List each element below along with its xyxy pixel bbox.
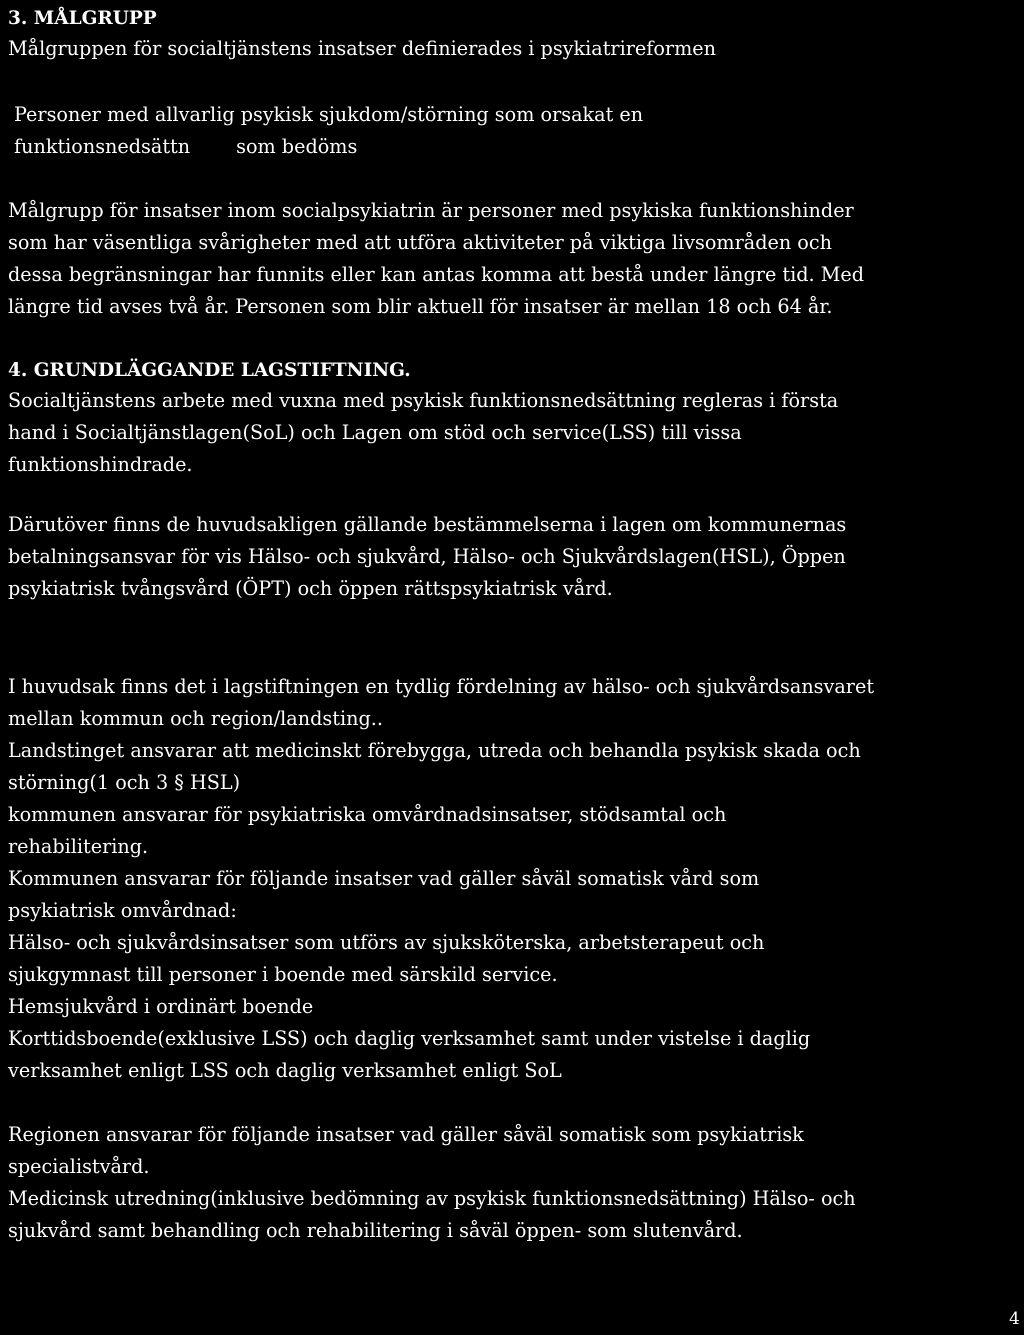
- paragraph-line: kommunen ansvarar för psykiatriska omvårdnadsinsatser, stödsamtal och: [8, 803, 727, 826]
- paragraph-line: Kommunen ansvarar för följande insatser vad gäller såväl somatisk vård som: [8, 867, 760, 890]
- paragraph-line: Socialtjänstens arbete med vuxna med psykisk funktionsnedsättning regleras i första: [8, 389, 839, 412]
- paragraph-line: I huvudsak finns det i lagstiftningen en tydlig fördelning av hälso- och sjukvårdsansvaret: [8, 675, 875, 698]
- paragraph-line: störning(1 och 3 § HSL): [8, 771, 241, 794]
- paragraph-line: psykiatrisk omvårdnad:: [8, 899, 237, 922]
- paragraph-line: psykiatrisk tvångsvård (ÖPT) och öppen rättspsykiatrisk vård.: [8, 577, 613, 600]
- quote-line: [14, 130, 357, 163]
- paragraph-line: specialistvård.: [8, 1155, 150, 1178]
- paragraph-line: längre tid avses två år. Personen som blir aktuell för insatser är mellan 18 och 64 år.: [8, 295, 833, 318]
- paragraph-line: sjukgymnast till personer i boende med särskild service.: [8, 963, 558, 986]
- paragraph-line: Hemsjukvård i ordinärt boende: [8, 995, 314, 1018]
- paragraph-line: Regionen ansvarar för följande insatser vad gäller såväl somatisk som psykiatrisk: [8, 1123, 804, 1146]
- paragraph-line: betalningsansvar för vis Hälso- och sjukvård, Hälso- och Sjukvårdslagen(HSL), Öppen: [8, 545, 846, 568]
- page-number: 4: [1009, 1309, 1020, 1329]
- section-3-heading: 3. MÅLGRUPP: [8, 8, 157, 29]
- paragraph-line: dessa begränsningar har funnits eller kan antas komma att bestå under längre tid. Med: [8, 263, 865, 286]
- paragraph-line: Landstinget ansvarar att medicinskt förebygga, utreda och behandla psykisk skada och: [8, 739, 861, 762]
- paragraph-line: Medicinsk utredning(inklusive bedömning av psykisk funktionsnedsättning) Hälso- och: [8, 1187, 856, 1210]
- paragraph-line: funktionshindrade.: [8, 453, 193, 476]
- section-4-heading: 4. GRUNDLÄGGANDE LAGSTIFTNING.: [8, 360, 411, 381]
- quote-fragment: som bedöms: [236, 135, 358, 158]
- paragraph-line: sjukvård samt behandling och rehabilitering i såväl öppen- som slutenvård.: [8, 1219, 743, 1242]
- paragraph-line: Målgrupp för insatser inom socialpsykiatrin är personer med psykiska funktionshinder: [8, 199, 854, 222]
- paragraph-line: hand i Socialtjänstlagen(SoL) och Lagen om stöd och service(LSS) till vissa: [8, 421, 742, 444]
- paragraph-line: verksamhet enligt LSS och daglig verksamhet enligt SoL: [8, 1059, 562, 1082]
- paragraph-line: Därutöver finns de huvudsakligen gällande bestämmelserna i lagen om kommunernas: [8, 513, 847, 536]
- quote-fragment: funktionsnedsättn: [14, 135, 191, 158]
- paragraph-line: mellan kommun och region/landsting..: [8, 707, 383, 730]
- paragraph-line: Korttidsboende(exklusive LSS) och daglig verksamhet samt under vistelse i daglig: [8, 1027, 811, 1050]
- paragraph-line: Hälso- och sjukvårdsinsatser som utförs av sjuksköterska, arbetsterapeut och: [8, 931, 765, 954]
- quote-line: Personer med allvarlig psykisk sjukdom/störning som orsakat en: [14, 103, 644, 126]
- paragraph-line: rehabilitering.: [8, 835, 149, 858]
- paragraph-line: som har väsentliga svårigheter med att utföra aktiviteter på viktiga livsområden och: [8, 231, 832, 254]
- section-3-intro: Målgruppen för socialtjänstens insatser definierades i psykiatrireformen: [8, 37, 716, 60]
